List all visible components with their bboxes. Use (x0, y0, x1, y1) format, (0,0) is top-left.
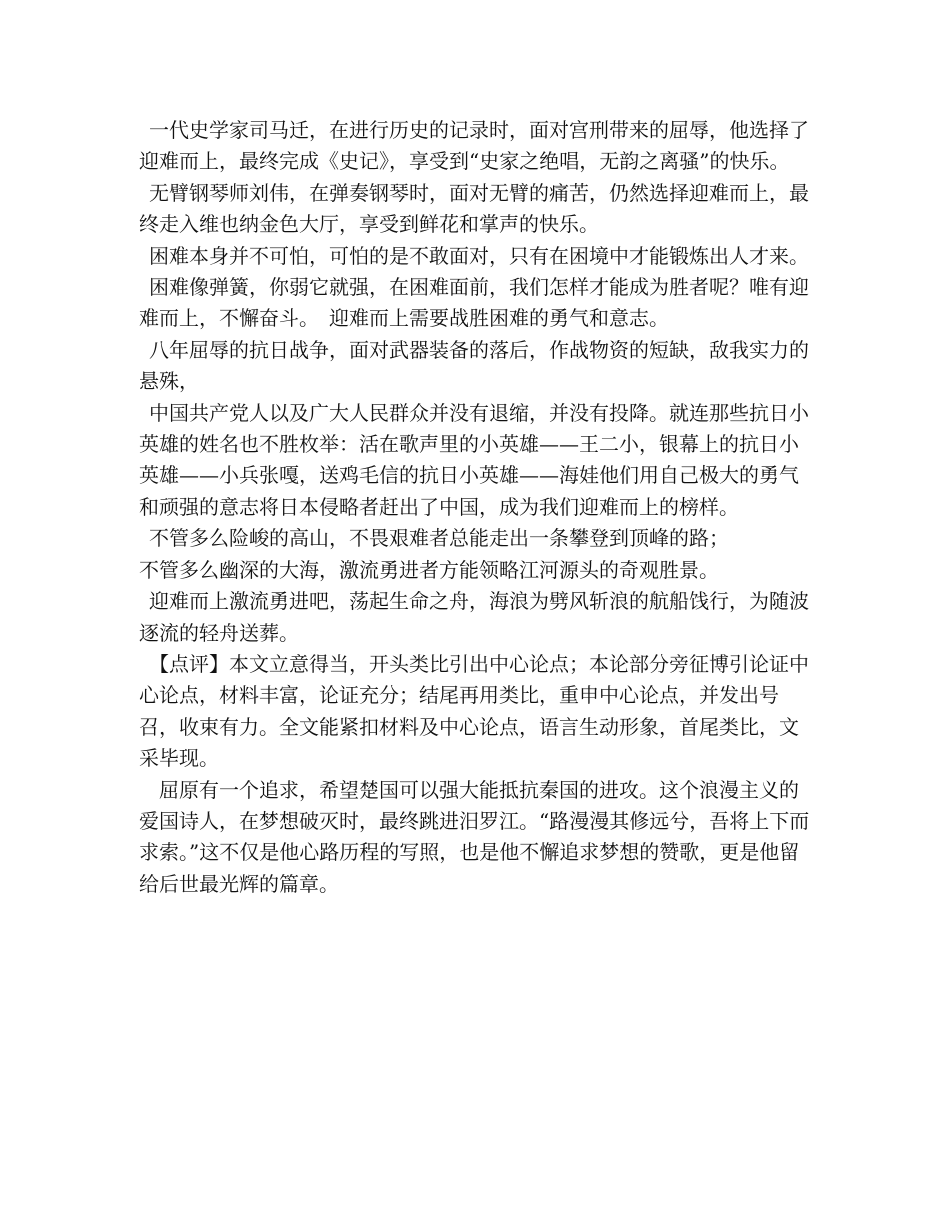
paragraph-war: 八年屈辱的抗日战争，面对武器装备的落后，作战物资的短缺，敌我实力的悬殊， (139, 337, 809, 394)
paragraph-commentary: 【点评】本文立意得当，开头类比引出中心论点；本论部分旁征博引论证中心论点，材料丰富，论证充分；结尾再用类比，重申中心论点，并发出号召，收束有力。全文能紧扣材料及中心论点，语言生动形象，首尾类比，文采毕现。 (139, 651, 809, 771)
document-body (139, 115, 815, 900)
paragraph-sea: 不管多么幽深的大海，激流勇进者方能领略江河源头的奇观胜景。 (139, 557, 719, 582)
paragraph-difficulty: 困难本身并不可怕，可怕的是不敢面对，只有在困境中才能锻炼出人才来。 (149, 243, 809, 268)
paragraph-conclusion: 迎难而上激流勇进吧，荡起生命之舟，海浪为劈风斩浪的航船饯行，为随波逐流的轻舟送葬。 (139, 589, 809, 645)
paragraph-liu-wei: 无臂钢琴师刘伟，在弹奏钢琴时，面对无臂的痛苦，仍然选择迎难而上，最终走入维也纳金色大厅，享受到鲜花和掌声的快乐。 (139, 180, 809, 237)
paragraph-qu-yuan: 屈原有一个追求，希望楚国可以强大能抵抗秦国的进攻。这个浪漫主义的爱国诗人，在梦想破灭时，最终跳进汨罗江。“路漫漫其修远兮，吾将上下而求索。”这不仅是他心路历程的写照，也是他不懈追求梦想的赞歌，更是他留给后世最光辉的篇章。 (139, 777, 810, 896)
paragraph-sima-qian: 一代史学家司马迁，在进行历史的记录时，面对宫刑带来的屈辱，他选择了迎难而上，最终完成《史记》，享受到“史家之绝唱，无韵之离骚”的快乐。 (139, 118, 809, 174)
paragraph-spring: 困难像弹簧，你弱它就强，在困难面前，我们怎样才能成为胜者呢？唯有迎难而上，不懈奋斗。 迎难而上需要战胜困难的勇气和意志。 (139, 275, 809, 331)
paragraph-mountain: 不管多么险峻的高山，不畏艰难者总能走出一条攀登到顶峰的路； (149, 526, 729, 551)
paragraph-heroes: 中国共产党人以及广大人民群众并没有退缩，并没有投降。就连那些抗日小英雄的姓名也不胜枚举：活在歌声里的小英雄——王二小，银幕上的抗日小英雄——小兵张嘎，送鸡毛信的抗日小英雄——海娃他们用自己极大的勇气和顽强的意志将日本侵略者赶出了中国，成为我们迎难而上的榜样。 (139, 400, 809, 519)
